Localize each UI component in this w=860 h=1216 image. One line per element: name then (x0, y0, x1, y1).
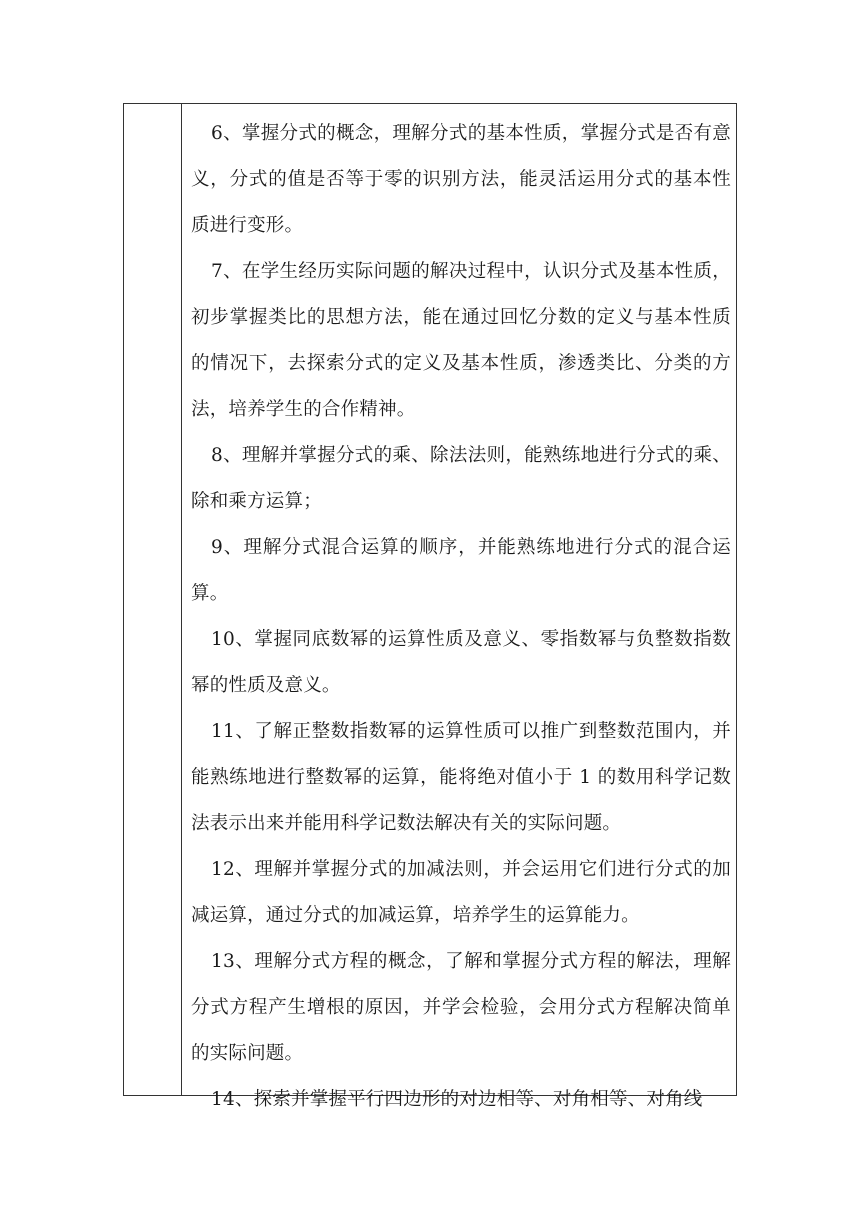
objective-item-14: 14、探索并掌握平行四边形的对边相等、对角相等、对角线 (211, 1089, 703, 1110)
objective-item-9: 9、理解分式混合运算的顺序，并能熟练地进行分式的混合运算。 (191, 537, 731, 604)
table-label-column (124, 104, 182, 1095)
objective-item-12: 12、理解并掌握分式的加减法则，并会运用它们进行分式的加减运算，通过分式的加减运算，培养学生的运算能力。 (191, 859, 731, 926)
objective-item-10: 10、掌握同底数幂的运算性质及意义、零指数幂与负整数指数幂的性质及意义。 (191, 629, 731, 696)
objective-item-11: 11、了解正整数指数幂的运算性质可以推广到整数范围内，并能熟练地进行整数幂的运算，能将绝对值小于 1 的数用科学记数法表示出来并能用科学记数法解决有关的实际问题。 (191, 721, 731, 834)
objective-item-13: 13、理解分式方程的概念，了解和掌握分式方程的解法，理解分式方程产生增根的原因，并学会检验，会用分式方程解决简单的实际问题。 (191, 951, 731, 1064)
objectives-table (123, 103, 737, 1110)
objective-item-7: 7、在学生经历实际问题的解决过程中，认识分式及基本性质，初步掌握类比的思想方法，能在通过回忆分数的定义与基本性质的情况下，去探索分式的定义及基本性质，渗透类比、分类的方法，培养学生的合作精神。 (191, 261, 731, 420)
table-content-cell (191, 111, 731, 1110)
objective-item-8: 8、理解并掌握分式的乘、除法法则，能熟练地进行分式的乘、除和乘方运算； (191, 445, 731, 512)
objective-item-6: 6、掌握分式的概念，理解分式的基本性质，掌握分式是否有意义，分式的值是否等于零的识别方法，能灵活运用分式的基本性质进行变形。 (191, 123, 731, 236)
